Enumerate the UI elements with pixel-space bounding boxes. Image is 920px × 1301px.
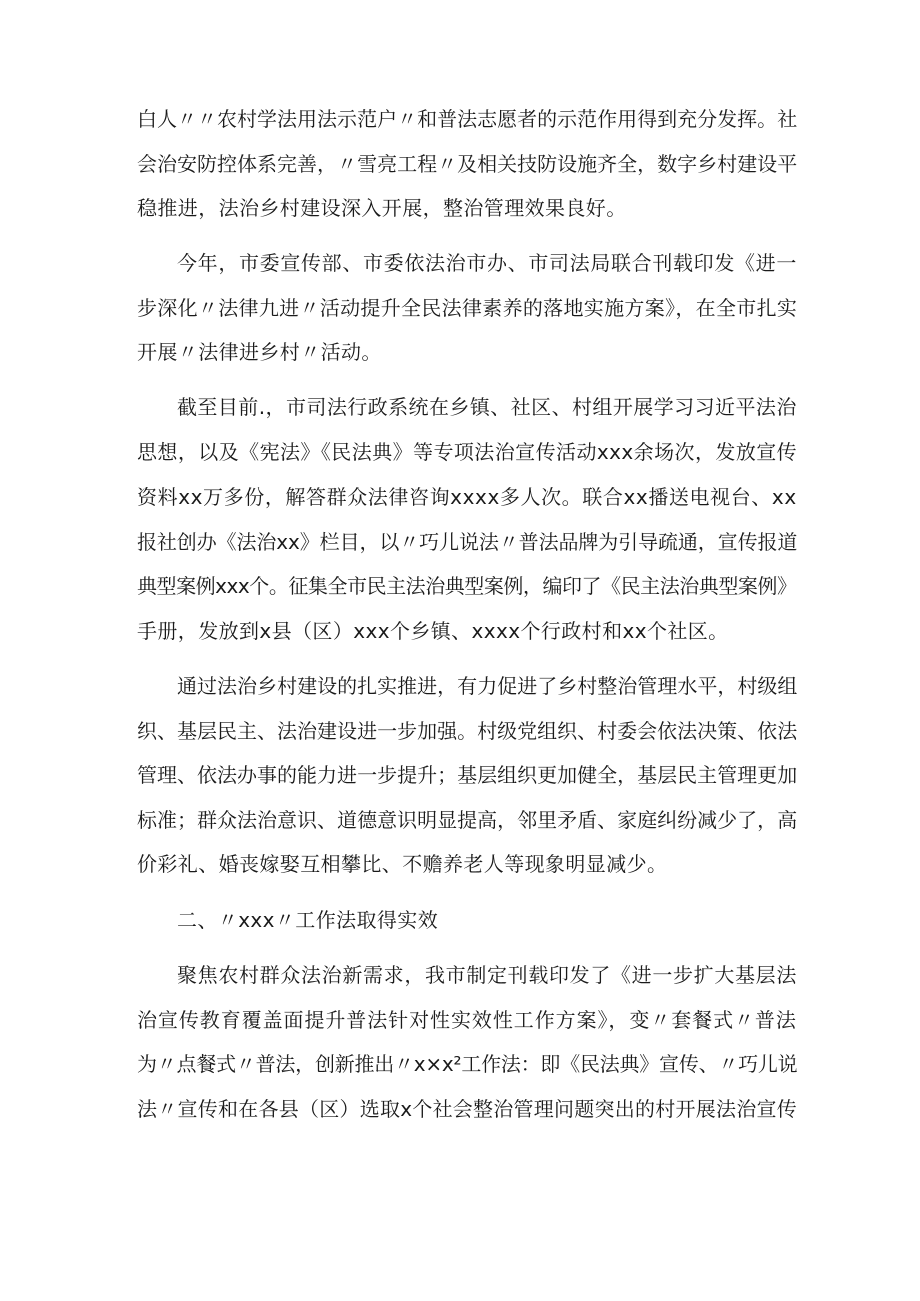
text-line: 思想，以及《宪法》《民法典》等专项法治宣传活动xxx余场次，发放宣传	[137, 440, 798, 464]
text-line: 治宣传教育覆盖面提升普法针对性实效性工作方案》，变〃套餐式〃普法	[137, 1008, 797, 1032]
text-line: 开展〃法律进乡村〃活动。	[137, 340, 382, 364]
text-line: 标准；群众法治意识、道德意识明显提高，邻里矛盾、家庭纠纷减少了，高	[137, 808, 798, 832]
text-line: 二、〃xxx〃工作法取得实效	[177, 908, 439, 932]
text-line: 报社创办《法治xx》栏目，以〃巧儿说法〃普法品牌为引导疏通，宣传报道	[137, 530, 798, 554]
text-line: 稳推进，法治乡村建设深入开展，整治管理效果良好。	[137, 196, 627, 220]
text-line: 截至目前.，市司法行政系统在乡镇、社区、村组开展学习习近平法治	[177, 395, 797, 419]
text-line: 通过法治乡村建设的扎实推进，有力促进了乡村整治管理水平，村级组	[177, 674, 798, 698]
text-line: 聚焦农村群众法治新需求，我市制定刊载印发了《进一步扩大基层法	[177, 963, 797, 987]
text-line: 会治安防控体系完善，〃雪亮工程〃及相关技防设施齐全，数字乡村建设平	[137, 152, 798, 176]
text-line: 管理、依法办事的能力进一步提升；基层组织更加健全，基层民主管理更加	[137, 763, 798, 787]
text-line: 法〃宣传和在各县（区）选取x个社会整治管理问题突出的村开展法治宣传	[137, 1097, 798, 1121]
text-line: 资料xx万多份，解答群众法律咨询xxxx多人次。联合xx播送电视台、xx	[137, 485, 797, 509]
text-line: 步深化〃法律九进〃活动提升全民法律素养的落地实施方案》，在全市扎实	[137, 296, 798, 320]
text-line: 白人〃〃农村学法用法示范户〃和普法志愿者的示范作用得到充分发挥。社	[137, 107, 798, 131]
text-line: 手册，发放到x县（区）xxx个乡镇、xxxx个行政村和xx个社区。	[137, 619, 729, 643]
text-line: 为〃点餐式〃普法，创新推出〃x×x²工作法：即《民法典》宣传、〃巧儿说	[137, 1052, 798, 1076]
text-line: 织、基层民主、法治建设进一步加强。村级党组织、村委会依法决策、依法	[137, 719, 798, 743]
text-line: 典型案例xxx个。征集全市民主法治典型案例，编印了《民主法治典型案例》	[137, 574, 797, 598]
text-line: 价彩礼、婚丧嫁娶互相攀比、不赡养老人等现象明显减少。	[137, 852, 668, 876]
text-line: 今年，市委宣传部、市委依法治市办、市司法局联合刊载印发《进一	[177, 251, 797, 275]
